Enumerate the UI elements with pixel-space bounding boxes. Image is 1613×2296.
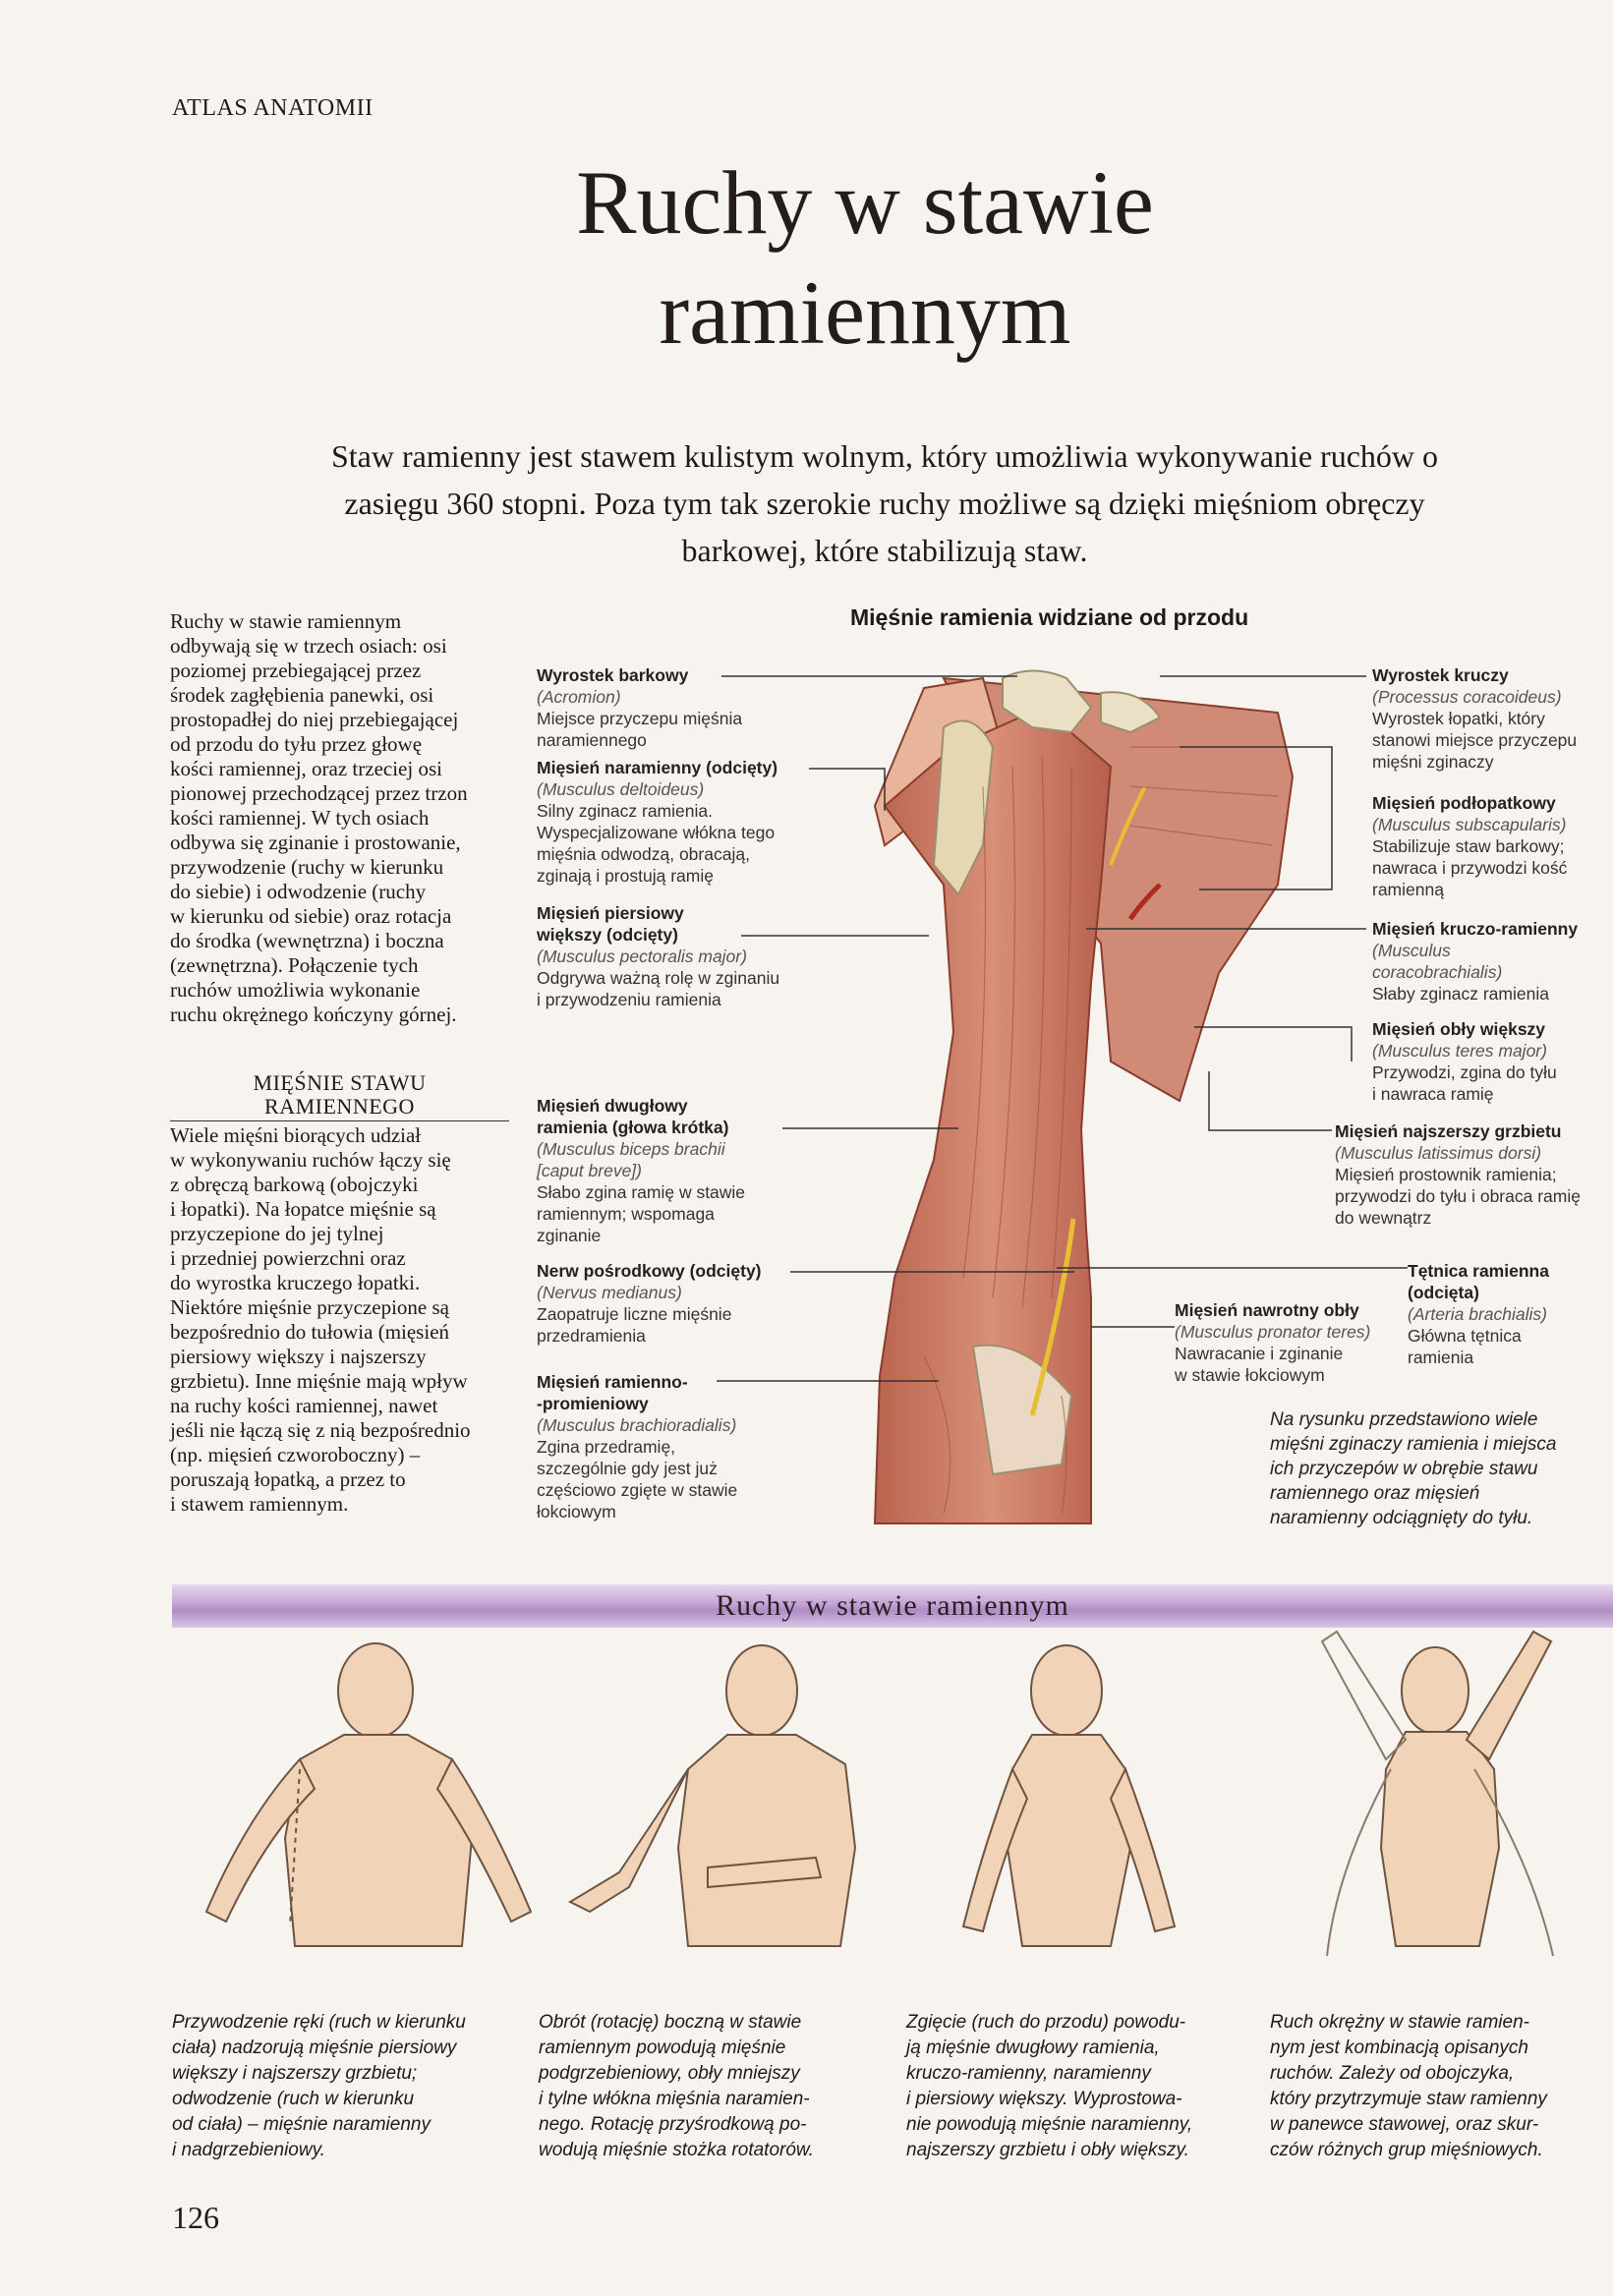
label-latin: (Musculus <box>1372 941 1451 960</box>
text-line: na ruchy kości ramiennej, nawet <box>170 1394 438 1417</box>
label-desc: do wewnątrz <box>1335 1208 1432 1228</box>
label-latin: (Musculus subscapularis) <box>1372 815 1567 834</box>
text-line: kości ramiennej. W tych osiach <box>170 806 430 830</box>
caption-line: Ruch okrężny w stawie ramien- <box>1270 2012 1529 2033</box>
label-name: większy (odcięty) <box>537 925 678 945</box>
label-desc: zginają i prostują ramię <box>537 866 714 886</box>
label-desc: w stawie łokciowym <box>1175 1365 1325 1385</box>
text-line: bezpośrednio do tułowia (mięsień <box>170 1320 450 1344</box>
label-desc: Przywodzi, zgina do tyłu <box>1372 1062 1557 1082</box>
text-line: (zewnętrzna). Połączenie tych <box>170 953 419 977</box>
label-name: ramienia (głowa krótka) <box>537 1118 729 1137</box>
text-line: prostopadłej do niej przebiegającej <box>170 708 459 731</box>
section-heading-line-2: RAMIENNEGO <box>170 1095 509 1121</box>
text-line: i stawem ramiennym. <box>170 1492 349 1516</box>
label-desc: Zgina przedramię, <box>537 1437 676 1457</box>
caption-adduction <box>172 2010 506 2163</box>
caption-line: ramiennym powodują mięśnie <box>539 2038 786 2058</box>
label-latin: (Musculus teres major) <box>1372 1041 1547 1061</box>
text-line: Niektóre mięśnie przyczepione są <box>170 1295 449 1319</box>
text-line: i przedniej powierzchni oraz <box>170 1246 406 1270</box>
label-desc: Słaby zginacz ramienia <box>1372 984 1549 1004</box>
running-header: ATLAS ANATOMII <box>172 95 374 121</box>
label-latin: coracobrachialis) <box>1372 962 1503 982</box>
text-line: odbywa się zginanie i prostowanie, <box>170 831 461 854</box>
text-line: środek zagłębienia panewki, osi <box>170 683 434 707</box>
note-line: mięśni zginaczy ramienia i miejsca <box>1270 1434 1557 1455</box>
label-name: Tętnica ramienna <box>1408 1261 1549 1281</box>
text-line: (np. mięsień czworoboczny) – <box>170 1443 421 1466</box>
label-name: -promieniowy <box>537 1394 649 1413</box>
label-desc: ramiennym; wspomaga <box>537 1204 715 1224</box>
caption-circumduction <box>1270 2010 1594 2163</box>
caption-line: podgrzebieniowy, obły mniejszy <box>539 2063 800 2084</box>
label-latin: (Musculus pronator teres) <box>1175 1322 1371 1342</box>
label-desc: Stabilizuje staw barkowy; <box>1372 836 1565 856</box>
title-line-2: ramiennym <box>659 262 1071 363</box>
label-desc: mięśnia odwodzą, obracają, <box>537 844 750 864</box>
label-latin: (Musculus latissimus dorsi) <box>1335 1143 1542 1163</box>
caption-line: nego. Rotację przyśrodkową po- <box>539 2114 807 2135</box>
label-latin: (Nervus medianus) <box>537 1283 682 1302</box>
caption-line: ciała) nadzorują mięśnie piersiowy <box>172 2038 457 2058</box>
label-name: Nerw pośrodkowy (odcięty) <box>537 1261 762 1281</box>
label-name: Wyrostek kruczy <box>1372 665 1509 685</box>
text-line: kości ramiennej, oraz trzeciej osi <box>170 757 442 780</box>
label-desc: Miejsce przyczepu mięśnia <box>537 709 743 728</box>
label-desc: nawraca i przywodzi kość <box>1372 858 1568 878</box>
text-line: odbywają się w trzech osiach: osi <box>170 634 447 658</box>
text-line: poruszają łopatką, a przez to <box>170 1467 406 1491</box>
caption-line: Zgięcie (ruch do przodu) powodu- <box>906 2012 1186 2033</box>
label-desc: mięśni zginaczy <box>1372 752 1494 772</box>
figure-circumduction <box>1322 1632 1553 1956</box>
text-line: przywodzenie (ruchy w kierunku <box>170 855 444 879</box>
caption-line: Przywodzenie ręki (ruch w kierunku <box>172 2012 466 2033</box>
label-desc: przywodzi do tyłu i obraca ramię <box>1335 1186 1581 1206</box>
text-line: z obręczą barkową (obojczyki <box>170 1173 419 1196</box>
caption-line: kruczo-ramienny, naramienny <box>906 2063 1151 2084</box>
figure-title: Mięśnie ramienia widziane od przodu <box>850 604 1249 630</box>
label-latin: (Musculus deltoideus) <box>537 779 705 799</box>
label-desc: częściowo zgięte w stawie <box>537 1480 738 1500</box>
label-name: Mięsień obły większy <box>1372 1019 1546 1039</box>
label-desc: ramienia <box>1408 1348 1474 1367</box>
label-desc: i nawraca ramię <box>1372 1084 1494 1104</box>
caption-line: i tylne włókna mięśnia naramien- <box>539 2089 810 2109</box>
text-line: grzbietu). Inne mięśnie mają wpływ <box>170 1369 468 1393</box>
label-name: Wyrostek barkowy <box>537 665 689 685</box>
label-name: Mięsień dwugłowy <box>537 1096 688 1116</box>
label-name: Mięsień naramienny (odcięty) <box>537 758 778 777</box>
text-line: pionowej przechodzącej przez trzon <box>170 781 468 805</box>
page-number: 126 <box>172 2200 219 2235</box>
caption-line: Obrót (rotację) boczną w stawie <box>539 2012 802 2033</box>
label-latin: (Arteria brachialis) <box>1408 1304 1547 1324</box>
label-desc: i przywodzeniu ramienia <box>537 990 721 1009</box>
caption-flexion <box>906 2010 1240 2163</box>
label-name: (odcięta) <box>1408 1283 1479 1302</box>
caption-line: który przytrzymuje staw ramienny <box>1270 2089 1547 2109</box>
caption-line: najszerszy grzbietu i obły większy. <box>906 2140 1189 2160</box>
caption-line: większy i najszerszy grzbietu; <box>172 2063 418 2084</box>
note-line: Na rysunku przedstawiono wiele <box>1270 1409 1538 1430</box>
title-line-1: Ruchy w stawie <box>576 152 1154 253</box>
label-latin: (Musculus pectoralis major) <box>537 947 747 966</box>
label-desc: łokciowym <box>537 1502 616 1521</box>
text-line: poziomej przebiegającej przez <box>170 659 422 682</box>
text-line: w wykonywaniu ruchów łączy się <box>170 1148 451 1172</box>
caption-line: odwodzenie (ruch w kierunku <box>172 2089 415 2109</box>
label-desc: Mięsień prostownik ramienia; <box>1335 1165 1557 1184</box>
caption-line: ruchów. Zależy od obojczyka, <box>1270 2063 1515 2084</box>
label-name: Mięsień podłopatkowy <box>1372 793 1556 813</box>
label-desc: Silny zginacz ramienia. <box>537 801 713 821</box>
label-desc: przedramienia <box>537 1326 646 1346</box>
label-latin: (Acromion) <box>537 687 621 707</box>
label-latin: (Processus coracoideus) <box>1372 687 1562 707</box>
label-name: Mięsień piersiowy <box>537 903 684 923</box>
label-latin: [caput breve]) <box>537 1161 642 1180</box>
label-latin: (Musculus biceps brachii <box>537 1139 725 1159</box>
caption-line: od ciała) – mięśnie naramienny <box>172 2114 431 2135</box>
text-line: Wiele mięśni biorących udział <box>170 1123 422 1147</box>
label-desc: Słabo zgina ramię w stawie <box>537 1182 746 1202</box>
label-desc: ramienną <box>1372 880 1444 899</box>
label-desc: Odgrywa ważną rolę w zginaniu <box>537 968 780 988</box>
caption-line: i piersiowy większy. Wyprostowa- <box>906 2089 1182 2109</box>
text-line: od przodu do tyłu przez głowę <box>170 732 423 756</box>
figure-adduction <box>206 1643 531 1946</box>
label-latin: (Musculus brachioradialis) <box>537 1415 737 1435</box>
label-desc: Wyspecjalizowane włókna tego <box>537 823 776 842</box>
section-heading-line-1: MIĘŚNIE STAWU <box>253 1070 427 1095</box>
label-desc: szczególnie gdy jest już <box>537 1459 718 1478</box>
text-line: jeśli nie łączą się z nią bezpośrednio <box>170 1418 471 1442</box>
text-line: ruchu okrężnego kończyny górnej. <box>170 1003 457 1026</box>
figure-flexion <box>963 1645 1175 1946</box>
label-desc: Wyrostek łopatki, który <box>1372 709 1545 728</box>
text-line: i łopatki). Na łopatce mięśnie są <box>170 1197 436 1221</box>
label-desc: naramiennego <box>537 730 647 750</box>
label-desc: Zaopatruje liczne mięśnie <box>537 1304 732 1324</box>
label-desc: stanowi miejsce przyczepu <box>1372 730 1578 750</box>
band-title: Ruchy w stawie ramiennym <box>716 1589 1069 1622</box>
label-desc: Nawracanie i zginanie <box>1175 1344 1344 1363</box>
label-name: Mięsień ramienno- <box>537 1372 688 1392</box>
label-name: Mięsień najszerszy grzbietu <box>1335 1121 1562 1141</box>
caption-line: nym jest kombinacją opisanych <box>1270 2038 1528 2058</box>
intro-paragraph: Staw ramienny jest stawem kulistym wolnym, który umożliwia wykonywanie ruchów o zasięgu 360 stopni. Poza tym tak szerokie ruchy możliwe są dzięki mięśniom obręczy barkowej, które stabilizują staw. <box>330 438 1439 568</box>
text-line: do siebie) i odwodzenie (ruchy <box>170 880 427 903</box>
caption-rotation <box>539 2010 873 2163</box>
caption-line: wodują mięśnie stożka rotatorów. <box>539 2140 814 2160</box>
text-line: w kierunku od siebie) oraz rotacja <box>170 904 452 928</box>
text-line: piersiowy większy i najszerszy <box>170 1345 427 1368</box>
caption-line: w panewce stawowej, oraz skur- <box>1270 2114 1539 2135</box>
label-name: Mięsień nawrotny obły <box>1175 1300 1359 1320</box>
note-line: naramienny odciągnięty do tyłu. <box>1270 1508 1533 1528</box>
caption-line: i nadgrzebieniowy. <box>172 2140 325 2160</box>
note-line: ich przyczepów w obrębie stawu <box>1270 1459 1538 1479</box>
caption-line: nie powodują mięśnie naramienny, <box>906 2114 1193 2135</box>
text-line: ruchów umożliwia wykonanie <box>170 978 421 1002</box>
text-line: do wyrostka kruczego łopatki. <box>170 1271 421 1294</box>
text-line: do środka (wewnętrzna) i boczna <box>170 929 444 952</box>
text-line: Ruchy w stawie ramiennym <box>170 609 402 633</box>
label-desc: zginanie <box>537 1226 602 1245</box>
text-line: przyczepione do jej tylnej <box>170 1222 384 1245</box>
caption-line: ją mięśnie dwugłowy ramienia, <box>906 2038 1160 2058</box>
label-desc: Główna tętnica <box>1408 1326 1522 1346</box>
caption-line: czów różnych grup mięśniowych. <box>1270 2140 1543 2160</box>
note-line: ramiennego oraz mięsień <box>1270 1483 1480 1504</box>
label-name: Mięsień kruczo-ramienny <box>1372 919 1579 939</box>
figure-rotation <box>570 1645 855 1946</box>
